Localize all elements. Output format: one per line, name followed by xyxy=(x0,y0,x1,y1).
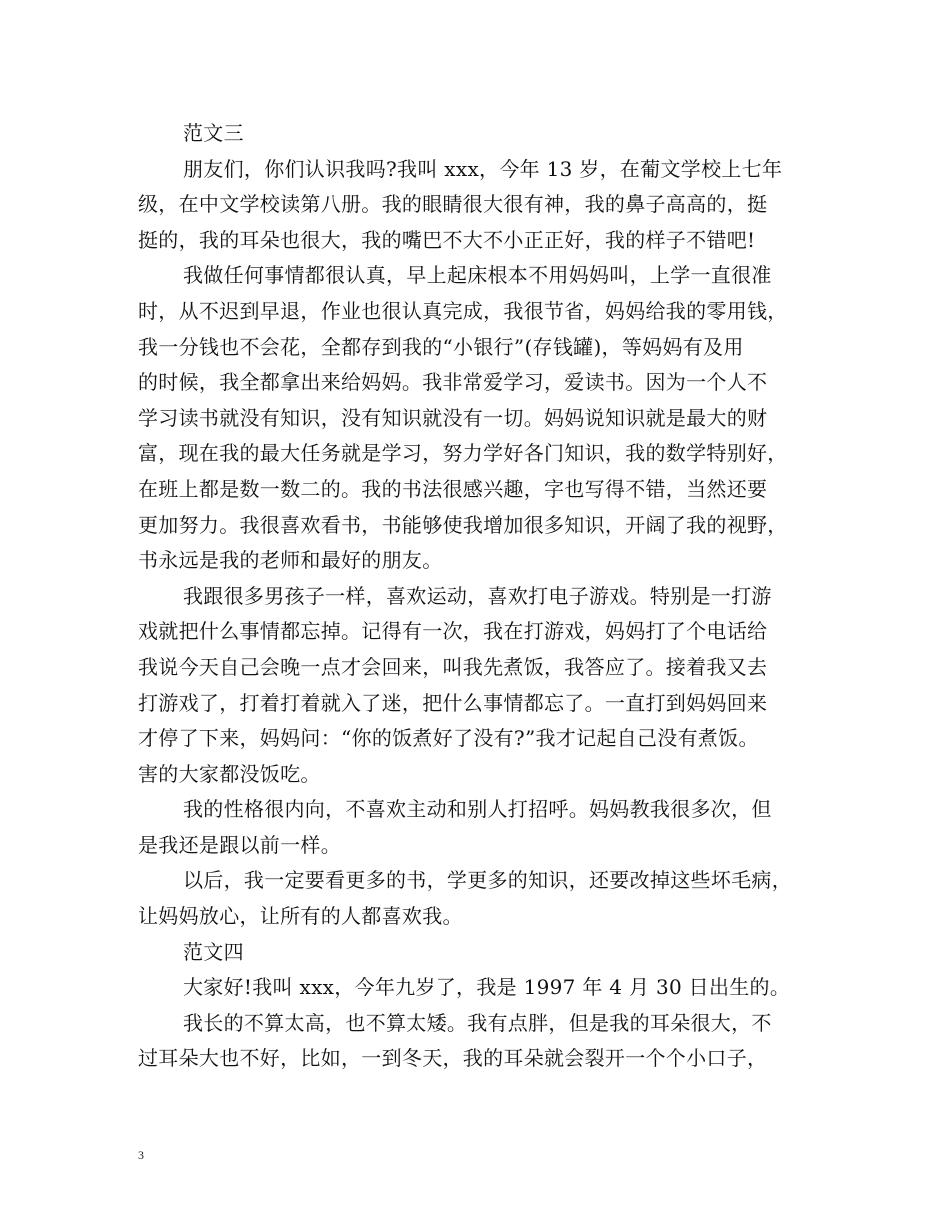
text-line: 害的大家都没饭吃。 xyxy=(138,761,321,786)
text-line: 学习读书就没有知识，没有知识就没有一切。妈妈说知识就是最大的财 xyxy=(138,405,768,430)
text-line: 我一分钱也不会花，全都存到我的“小银行”(存钱罐)，等妈妈有及用 xyxy=(138,334,744,359)
text-line: 我跟很多男孩子一样，喜欢运动，喜欢打电子游戏。特别是一打游 xyxy=(183,583,772,608)
text-line: 以后，我一定要看更多的书，学更多的知识，还要改掉这些坏毛病， xyxy=(183,868,792,893)
text-line: 富，现在我的最大任务就是学习，努力学好各门知识，我的数学特别好， xyxy=(138,441,788,466)
text-line: 是我还是跟以前一样。 xyxy=(138,832,341,857)
text-line: 挺的，我的耳朵也很大，我的嘴巴不大不小正正好，我的样子不错吧! xyxy=(138,227,756,252)
text-line: 让妈妈放心，让所有的人都喜欢我。 xyxy=(138,904,463,929)
text-line: 朋友们，你们认识我吗?我叫 xxx，今年 13 岁，在葡文学校上七年 xyxy=(183,156,783,181)
text-line: 书永远是我的老师和最好的朋友。 xyxy=(138,548,443,573)
text-line: 打游戏了，打着打着就入了迷，把什么事情都忘了。一直打到妈妈回来 xyxy=(138,690,768,715)
text-line: 级，在中文学校读第八册。我的眼睛很大很有神，我的鼻子高高的，挺 xyxy=(138,192,768,217)
text-line: 我做任何事情都很认真，早上起床根本不用妈妈叫，上学一直很准 xyxy=(183,263,772,288)
page-number: 3 xyxy=(138,1148,144,1162)
text-line: 我的性格很内向，不喜欢主动和别人打招呼。妈妈教我很多次，但 xyxy=(183,797,772,822)
document-body xyxy=(138,116,828,1077)
text-line: 我长的不算太高，也不算太矮。我有点胖，但是我的耳朵很大，不 xyxy=(183,1010,772,1035)
text-line: 的时候，我全都拿出来给妈妈。我非常爱学习，爱读书。因为一个人不 xyxy=(138,370,768,395)
text-line: 范文三 xyxy=(183,121,244,145)
text-line: 大家好!我叫 xxx，今年九岁了，我是 1997 年 4 月 30 日出生的。 xyxy=(183,975,791,1000)
text-line: 更加努力。我很喜欢看书，书能够使我增加很多知识，开阔了我的视野， xyxy=(138,512,788,537)
text-line: 过耳朵大也不好，比如，一到冬天，我的耳朵就会裂开一个个小口子， xyxy=(138,1046,768,1071)
text-line: 戏就把什么事情都忘掉。记得有一次，我在打游戏，妈妈打了个电话给 xyxy=(138,619,768,644)
text-line: 我说今天自己会晚一点才会回来，叫我先煮饭，我答应了。接着我又去 xyxy=(138,654,768,679)
text-line: 在班上都是数一数二的。我的书法很感兴趣，字也写得不错，当然还要 xyxy=(138,476,768,501)
text-line: 才停了下来，妈妈问：“你的饭煮好了没有?”我才记起自己没有煮饭。 xyxy=(138,726,759,751)
text-line: 时，从不迟到早退，作业也很认真完成，我很节省，妈妈给我的零用钱， xyxy=(138,298,788,323)
text-line: 范文四 xyxy=(183,939,244,964)
